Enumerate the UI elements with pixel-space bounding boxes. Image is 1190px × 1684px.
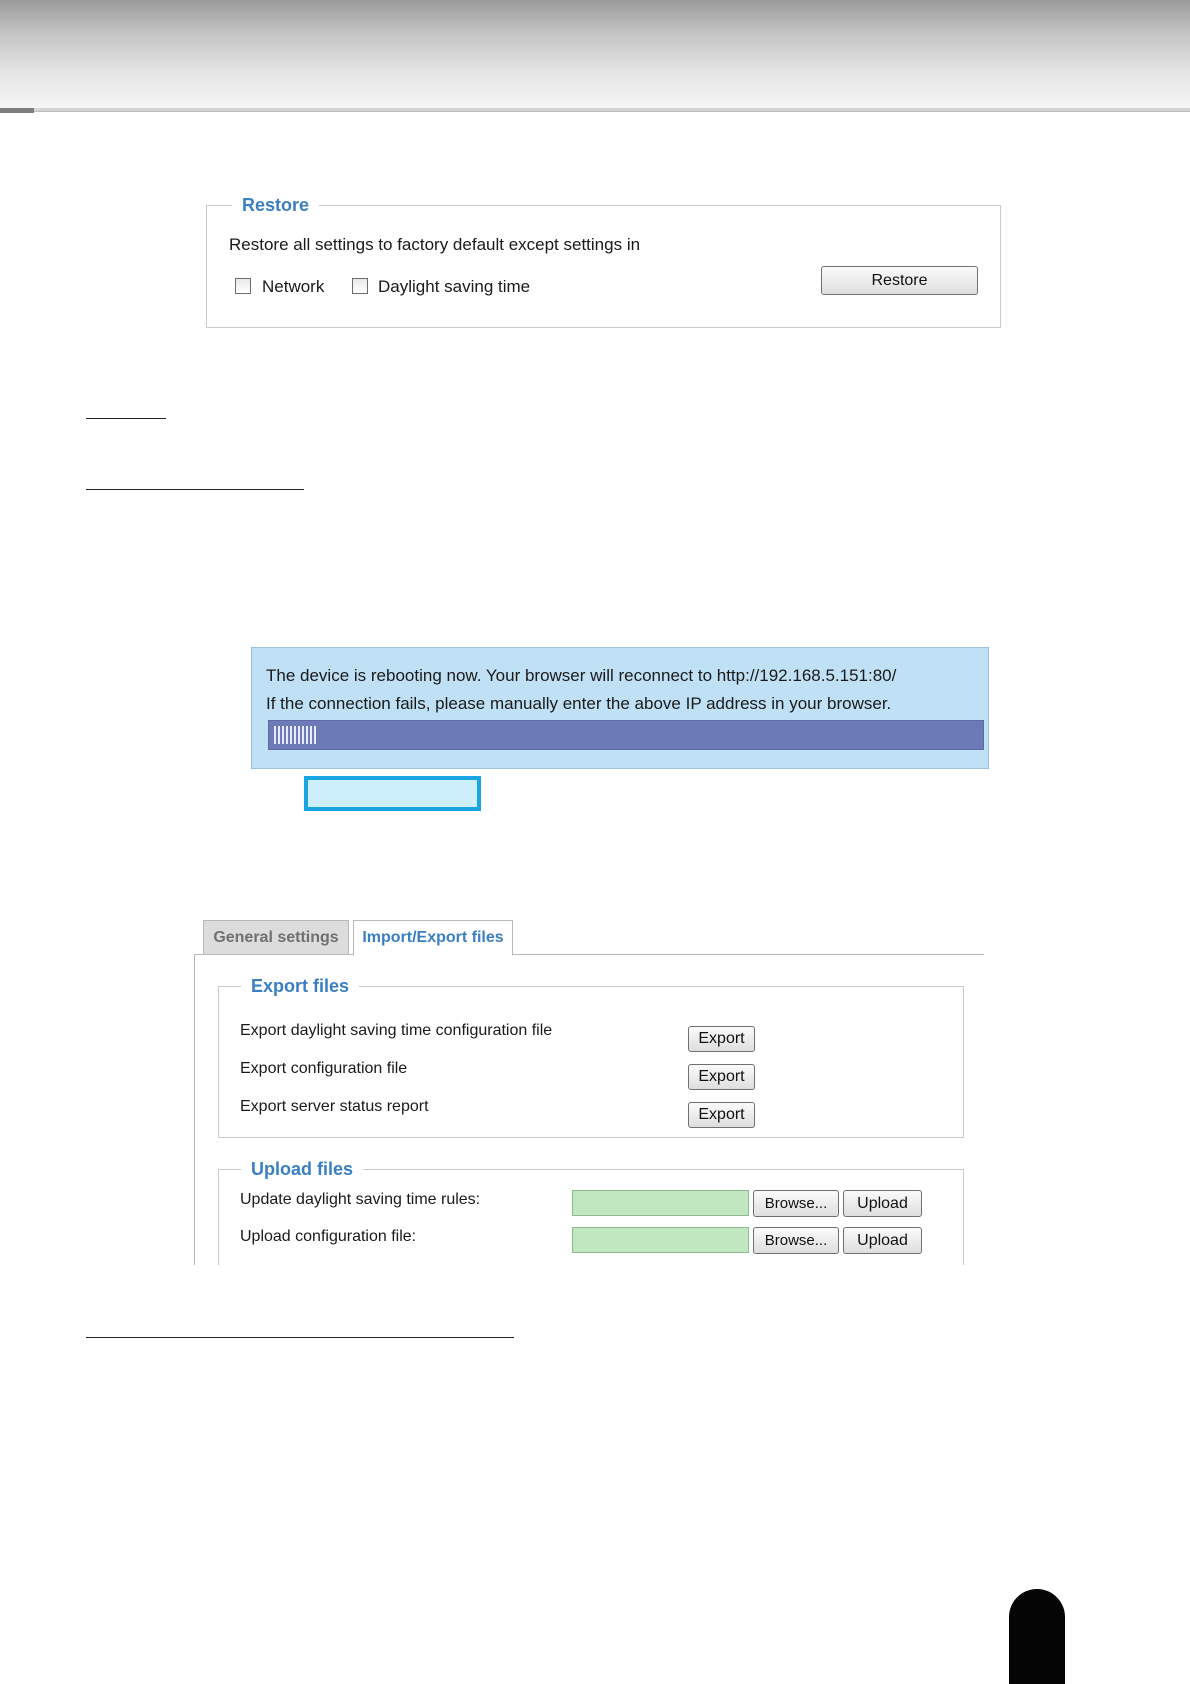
tab-import-export-files[interactable]: Import/Export files	[353, 920, 513, 956]
reboot-message-line2: If the connection fails, please manually enter the above IP address in your browser.	[266, 694, 892, 713]
header-divider	[0, 108, 1190, 112]
config-upload-button[interactable]: Upload	[843, 1227, 922, 1254]
progress-tick	[306, 726, 308, 744]
config-file-input[interactable]	[572, 1227, 749, 1253]
tab-panel-border	[194, 954, 195, 1265]
reboot-progress-bar	[268, 720, 984, 750]
upload-files-fieldset	[218, 1159, 964, 1265]
reboot-message-line1: The device is rebooting now. Your browser will reconnect to http://192.168.5.151:80/	[266, 666, 897, 685]
update-dst-rules-label: Update daylight saving time rules:	[240, 1191, 481, 1208]
network-checkbox-label: Network	[262, 277, 325, 296]
export-dst-config-button[interactable]: Export	[688, 1026, 755, 1052]
network-checkbox[interactable]	[235, 278, 251, 294]
config-browse-button[interactable]: Browse...	[753, 1227, 839, 1254]
progress-tick	[310, 726, 312, 744]
daylight-saving-checkbox[interactable]	[352, 278, 368, 294]
restore-fieldset	[206, 195, 1001, 328]
progress-tick	[282, 726, 284, 744]
export-files-fieldset	[218, 976, 964, 1138]
restore-button[interactable]: Restore	[821, 266, 978, 295]
page-header-banner	[0, 0, 1190, 110]
progress-tick	[298, 726, 300, 744]
export-config-label: Export configuration file	[240, 1060, 408, 1077]
progress-tick	[294, 726, 296, 744]
progress-tick	[274, 726, 276, 744]
dst-rules-browse-button[interactable]: Browse...	[753, 1190, 839, 1217]
upload-files-legend: Upload files	[241, 1158, 363, 1180]
underline-placeholder	[86, 489, 304, 490]
restore-description: Restore all settings to factory default except settings in	[229, 235, 641, 254]
underline-placeholder	[86, 1337, 514, 1338]
export-config-button[interactable]: Export	[688, 1064, 755, 1090]
tab-general-settings[interactable]: General settings	[203, 920, 349, 955]
export-dst-config-label: Export daylight saving time configuration file	[240, 1022, 553, 1039]
progress-tick	[286, 726, 288, 744]
reboot-notice-panel	[251, 647, 989, 769]
progress-ticks	[274, 726, 316, 744]
dst-rules-upload-button[interactable]: Upload	[843, 1190, 922, 1217]
restore-legend: Restore	[232, 194, 319, 216]
daylight-saving-checkbox-label: Daylight saving time	[378, 277, 531, 296]
export-status-report-button[interactable]: Export	[688, 1102, 755, 1128]
export-status-report-label: Export server status report	[240, 1098, 429, 1115]
header-divider-accent	[0, 108, 34, 113]
progress-tick	[302, 726, 304, 744]
underline-placeholder	[86, 418, 166, 419]
export-files-legend: Export files	[241, 975, 359, 997]
highlight-callout-box	[304, 776, 481, 811]
dst-rules-file-input[interactable]	[572, 1190, 749, 1216]
page-number-tab	[1009, 1589, 1065, 1684]
progress-tick	[290, 726, 292, 744]
upload-config-label: Upload configuration file:	[240, 1228, 417, 1245]
progress-tick	[278, 726, 280, 744]
progress-tick	[314, 726, 316, 744]
